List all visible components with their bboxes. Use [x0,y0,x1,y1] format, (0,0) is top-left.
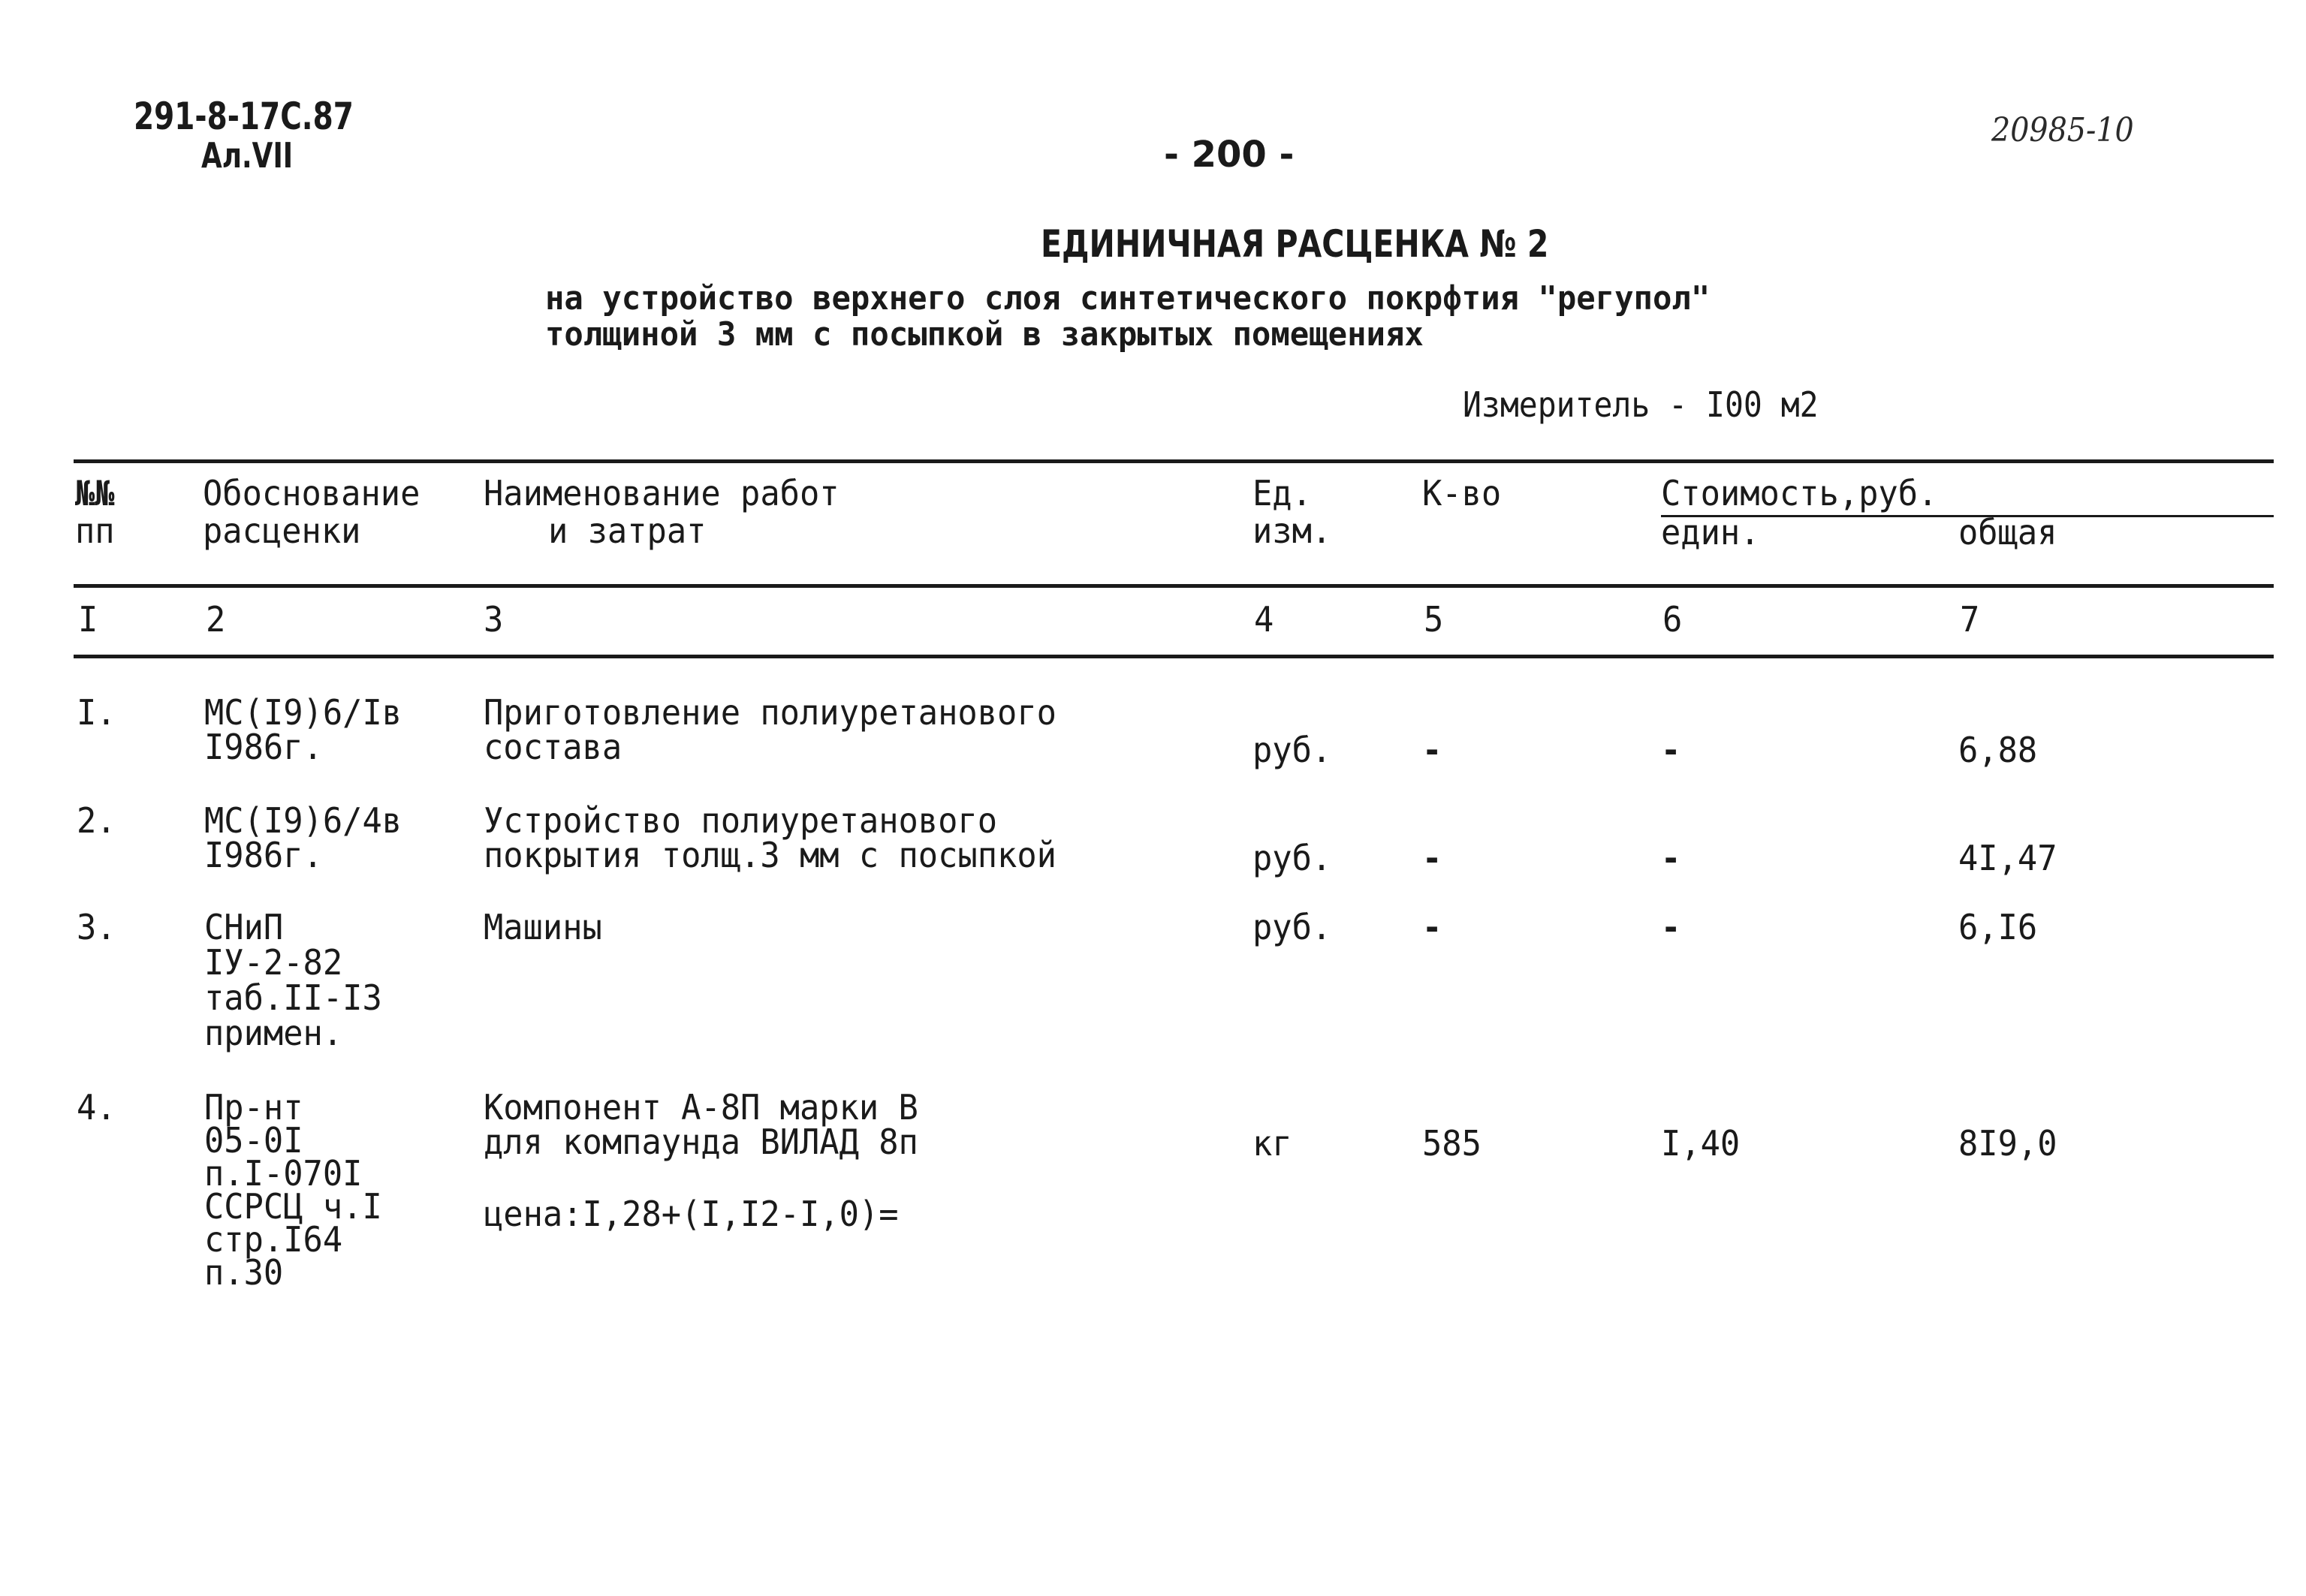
page-number: - 200 - [1164,134,1295,176]
row-name-line: состава [484,727,622,767]
row-basis-line: стр.I64 [204,1219,343,1260]
header-quantity: К-во [1422,473,1502,513]
row-price-formula: цена:I,28+(I,I2-I,0)= [484,1194,899,1234]
row-unit-price: - [1661,907,1681,947]
header-num-line-2: пп [75,510,115,551]
handwritten-number: 20985-10 [1991,111,2134,149]
row-unit-price: - [1661,730,1681,770]
row-basis-line: I986г. [204,835,323,875]
row-unit: кг [1252,1123,1292,1164]
row-basis-line: Пр-нт [204,1087,303,1128]
column-number: 6 [1662,599,1683,640]
column-number: 5 [1424,599,1444,640]
row-basis-line: таб.II-I3 [204,977,382,1018]
row-unit-price: I,40 [1661,1123,1741,1164]
row-quantity: 585 [1422,1123,1482,1164]
row-basis-line: примен. [204,1013,343,1053]
row-name-line: Устройство полиуретанового [484,800,998,841]
row-total: 4I,47 [1958,838,2057,878]
header-unit-line-2: изм. [1252,510,1332,551]
row-unit: руб. [1252,730,1332,770]
subtitle-line-1: на устройство верхнего слоя синтетического покрфтия "регупол" [545,279,1711,318]
header-name-line-1: Наименование работ [484,473,840,513]
row-basis-line: п.30 [204,1252,284,1293]
column-numbers-rule [74,655,2274,658]
row-name-line: Машины [484,907,602,947]
row-basis-line: I986г. [204,727,323,767]
album-number: Ал.VII [201,135,294,176]
header-name-line-2: и затрат [548,510,707,551]
row-name-line: Компонент А-8П марки В [484,1087,918,1128]
column-number: I [78,599,98,640]
row-total: 6,I6 [1958,907,2038,947]
header-unit-line-1: Ед. [1252,473,1312,513]
row-number: 4. [77,1087,116,1128]
row-basis-line: IУ-2-82 [204,942,343,983]
row-number: 3. [77,907,116,947]
header-cost-group: Стоимость,руб. [1661,473,1938,513]
column-number: 3 [484,599,504,640]
header-cost-total: общая [1958,512,2057,553]
row-name-line: покрытия толщ.3 мм с посыпкой [484,835,1057,875]
row-quantity: - [1422,838,1442,878]
subtitle-line-2: толщиной 3 мм с посыпкой в закрытых помещениях [545,315,1424,354]
row-name-line: для компаунда ВИЛАД 8п [484,1122,918,1162]
column-number: 2 [206,599,226,640]
column-number: 4 [1254,599,1274,640]
row-unit: руб. [1252,907,1332,947]
row-unit: руб. [1252,838,1332,878]
measure-unit: Измеритель - I00 м2 [1463,384,1819,425]
header-num-line-1: №№ [75,473,115,513]
row-unit-price: - [1661,838,1681,878]
row-quantity: - [1422,907,1442,947]
header-basis-line-2: расценки [203,510,361,551]
row-basis-line: ССРСЦ ч.I [204,1186,382,1227]
table-top-rule [74,459,2274,463]
row-quantity: - [1422,730,1442,770]
document-title: ЕДИНИЧНАЯ РАСЦЕНКА № 2 [1041,222,1549,266]
row-total: 6,88 [1958,730,2038,770]
row-name-line: Приготовление полиуретанового [484,692,1057,733]
column-number: 7 [1960,599,1980,640]
row-number: 2. [77,800,116,841]
header-basis-line-1: Обоснование [203,473,421,513]
row-basis-line: МС(I9)6/4в [204,800,402,841]
row-number: I. [77,692,116,733]
row-basis-line: 05-0I [204,1120,303,1161]
row-basis-line: СНиП [204,907,284,947]
row-total: 8I9,0 [1958,1123,2057,1164]
row-basis-line: п.I-070I [204,1153,363,1194]
document-code: 291-8-17С.87 [134,95,354,138]
header-cost-unit: един. [1661,512,1760,553]
row-basis-line: МС(I9)6/Iв [204,692,402,733]
header-bottom-rule [74,584,2274,588]
